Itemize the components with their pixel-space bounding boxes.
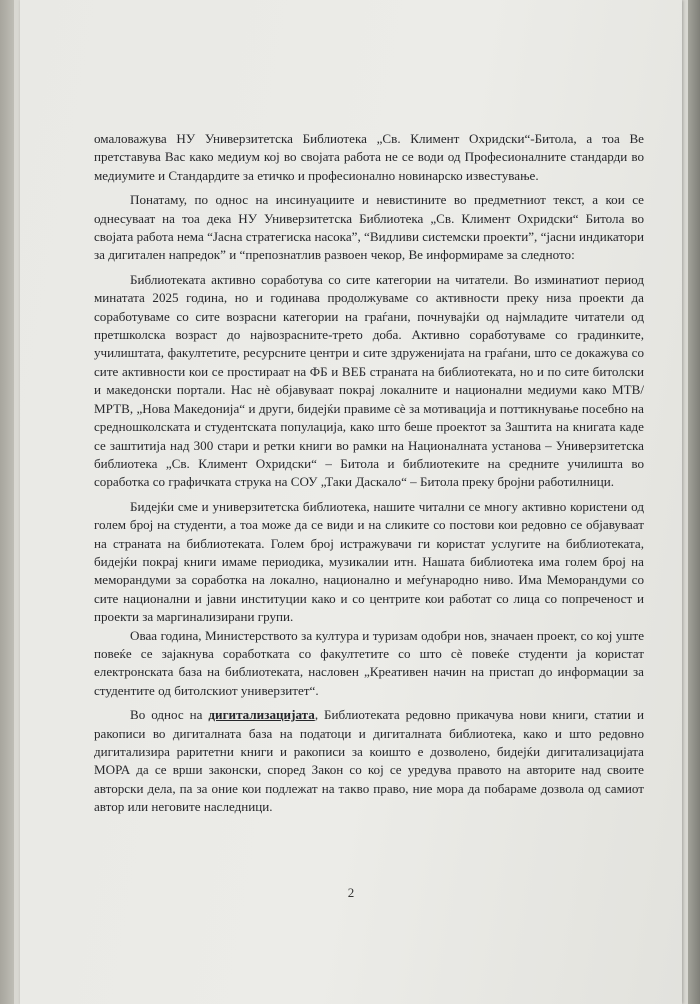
- paragraph-cooperation: Библиотеката активно соработува со сите категории на читатели. Во изминатиот период минатата 2025 година, но и годинава продолжуваме со активности преку низа проекти да соработуваме со сите возрасни категории на граѓани, почнувајќи од најмладите читатели од претшколска возраст до највозрасните-трето доба. Активно соработуваме со градинките, училиштата, факултетите, ресурсните центри и сите здруженијата на граѓани, што се докажува со сите активности кои се простираат на ФБ и ВЕБ страната на библиотеката, но и по сите битолски и македонски портали. Нас нè објавуваат покрај локалните и национални медиуми како МТВ/ МРТВ, „Нова Македонија“ и други, бидејќи правиме сè за мотивација и поттикнување посебно на средношколската и студентската популација, како што беше проектот за Заштита на книгата каде се заштитија над 300 стари и ретки книги во рамки на Националната установа – Универзитетска библиотека „Св. Климент Охридски“ – Битола и библиотеките на средните училишта во соработка со графичката струка на СОУ „Таки Даскало“ – Битола преку бројни работилници.: [94, 271, 644, 490]
- paragraph-ministry-project: Оваа година, Министерството за култура и туризам одобри нов, значаен проект, со кој уште повеќе се зајакнува соработката со факултетите со што сè повеќе студенти ја користат електронската база на библиотеката, насловен „Креативен начин на пристап до информации за студентите од битолскиот универзитет“.: [94, 627, 644, 698]
- digitalization-rest: , Библиотеката редовно прикачува нови книги,: [314, 707, 595, 723]
- paragraph-university-library: Бидејќи сме и универзитетска библиотека, нашите читални се многу активно користени од голем број на студенти, а тоа може да се види и на сликите со постови кои редовно се објавуваат на страната на библиотеката. Голем број истражувачи ги користат услугите на библиотеката, бидејќи покрај книги имаме периодика, музикалии итн. Нашата библиотека има голем број на меморандуми за соработка на локално, национално и меѓународно ниво. Има Меморандуми со сите национални и јавни институции како и со центрите кои работат со лица со попреченост и проекти за маргинализирани групи.: [94, 498, 644, 625]
- document-page: [20, 0, 682, 1004]
- paragraph-continuation: омаловажува НУ Универзитетска Библиотека „Св. Климент Охридски“-Битола, а тоа Ве претставува Вас како медиум кој во својата работа не се води од Професионалните стандарди во медиумите и Стандардите за етичко и професионално новинарско известување.: [94, 131, 644, 183]
- document-body: [94, 130, 644, 817]
- digitalization-body: статии и ракописи во дигиталната база на податоци и дигиталната библиотека, како и што редовно дигитализира раритетни книги и ракописи за коишто е дозволено, бидејќи дигитализацијата МОРА да се врши законски, според Закон со кој се уредува правото на авторите над своите авторски дела, па за оние кои подлежат на такво право, ние мора да побараме дозвола од самиот автор или неговите наследници.: [94, 707, 644, 815]
- paragraph-digitalization: [94, 706, 644, 816]
- digitalization-keyword: дигитализацијата: [208, 707, 315, 723]
- paragraph-insinuations: Понатаму, по однос на инсинуациите и невистините во предметниот текст, а кои се однесуваат на тоа дека НУ Универзитетска Библиотека „Св. Климент Охридски“ Битола во својата работа нема “Јасна стратегиска насока”, “Видливи системски проекти”, “јасни индикатори за дигитален напредок” и “препознатлив развоен чекор, Ве информираме за следното:: [94, 192, 644, 263]
- page-number: 2: [347, 885, 355, 900]
- digitalization-lead: Во однос на: [130, 707, 209, 723]
